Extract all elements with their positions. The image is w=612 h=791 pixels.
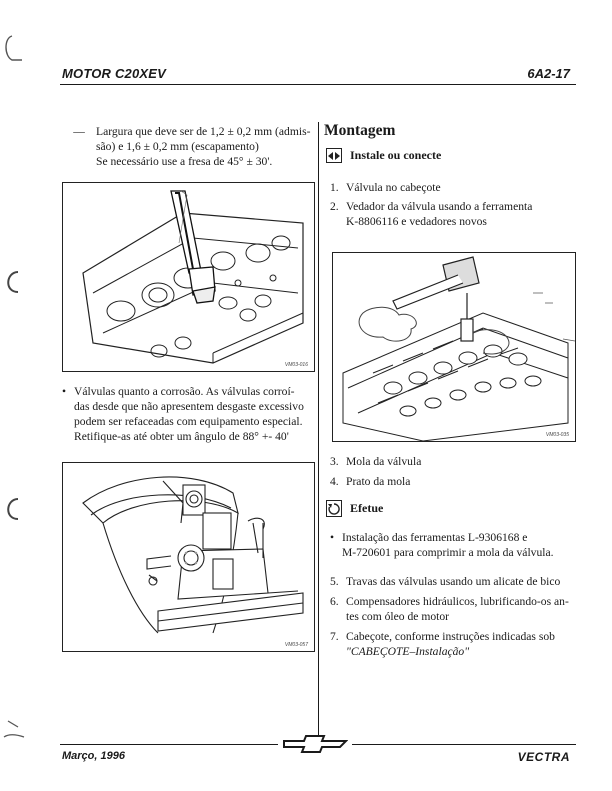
- step-text: Vedador da válvula usando a ferramenta: [346, 200, 533, 213]
- column-divider: [318, 122, 319, 742]
- effect-title: Efetue: [350, 501, 384, 515]
- figure-code: VM03-016: [284, 362, 308, 368]
- install-steps-b: [330, 454, 580, 489]
- step-number: 7.: [330, 630, 339, 643]
- figure-valve-seal-installation: [332, 252, 576, 442]
- footer-rule-left: [60, 744, 278, 745]
- install-steps-a: [330, 180, 580, 229]
- step-text: Mola da válvula: [346, 455, 422, 468]
- footer-rule-right: [352, 744, 576, 745]
- section-title: Montagem: [324, 122, 396, 139]
- intro-line: são) e 1,6 ± 0,2 mm (escapamento): [96, 140, 259, 153]
- corrosion-line: das desde que não apresentem desgaste excessivo: [74, 400, 304, 413]
- step-number: 5.: [330, 575, 339, 588]
- corrosion-line: Retifique-as até obter um ângulo de 88° +- 40': [74, 430, 289, 443]
- step-number: 2.: [330, 200, 339, 213]
- step-text: K-8806116 e vedadores novos: [346, 215, 487, 228]
- install-arrows-icon: [326, 148, 342, 163]
- intro-line: Largura que deve ser de 1,2 ± 0,2 mm (admis-: [96, 125, 311, 138]
- binder-hole-mark: [0, 715, 30, 745]
- install-title: Instale ou conecte: [350, 148, 442, 162]
- valve-seat-cutter-illustration: [63, 183, 314, 371]
- step-number: 1.: [330, 181, 339, 194]
- figure-valve-refacing-machine: [62, 462, 315, 652]
- intro-dash: —: [73, 125, 85, 138]
- bullet-marker: •: [330, 531, 335, 544]
- effect-heading: [326, 500, 383, 517]
- install-heading: [326, 148, 441, 163]
- header-title: MOTOR C20XEV: [62, 66, 167, 81]
- effect-bullet: [330, 530, 576, 560]
- figure-valve-seat-cutter: [62, 182, 315, 372]
- chevrolet-bowtie-logo: [282, 734, 348, 754]
- step-number: 3.: [330, 455, 339, 468]
- effect-text: M-720601 para comprimir a mola da válvula.: [342, 546, 554, 559]
- step-text: Válvula no cabeçote: [346, 181, 441, 194]
- footer-date: Março, 1996: [62, 750, 125, 762]
- binder-hole-mark: [0, 268, 30, 298]
- valve-refacing-illustration: [63, 463, 314, 651]
- rotate-arrows-icon: [326, 500, 342, 517]
- binder-hole-mark: [0, 30, 30, 70]
- step-text: Prato da mola: [346, 475, 411, 488]
- intro-paragraph: [62, 124, 312, 169]
- valve-seal-illustration: [333, 253, 575, 441]
- install-steps-c: [330, 574, 580, 659]
- intro-line: Se necessário use a fresa de 45° ± 30'.: [96, 155, 273, 168]
- header-page-number: 6A2-17: [527, 66, 570, 81]
- binder-hole-mark: [0, 495, 30, 525]
- bullet-marker: •: [62, 385, 67, 398]
- header-rule: [60, 84, 576, 85]
- corrosion-bullet: [62, 384, 312, 444]
- corrosion-line: podem ser refaceadas com equipamento especial.: [74, 415, 303, 428]
- effect-text: Instalação das ferramentas L-9306168 e: [342, 531, 528, 544]
- step-text: Cabeçote, conforme instruções indicadas sob: [346, 630, 555, 643]
- step-text: Travas das válvulas usando um alicate de bico: [346, 575, 561, 588]
- figure-code: VM03-035: [545, 432, 569, 438]
- step-number: 6.: [330, 595, 339, 608]
- step-number: 4.: [330, 475, 339, 488]
- figure-code: VM03-057: [284, 642, 308, 648]
- corrosion-line: Válvulas quanto a corrosão. As válvulas corroí-: [74, 385, 295, 398]
- step-text: tes com óleo de motor: [346, 610, 450, 623]
- step-text: Compensadores hidráulicos, lubrificando-os an-: [346, 595, 569, 608]
- footer-model: VECTRA: [517, 750, 570, 764]
- step-reference: "CABEÇOTE–Instalação": [346, 645, 470, 658]
